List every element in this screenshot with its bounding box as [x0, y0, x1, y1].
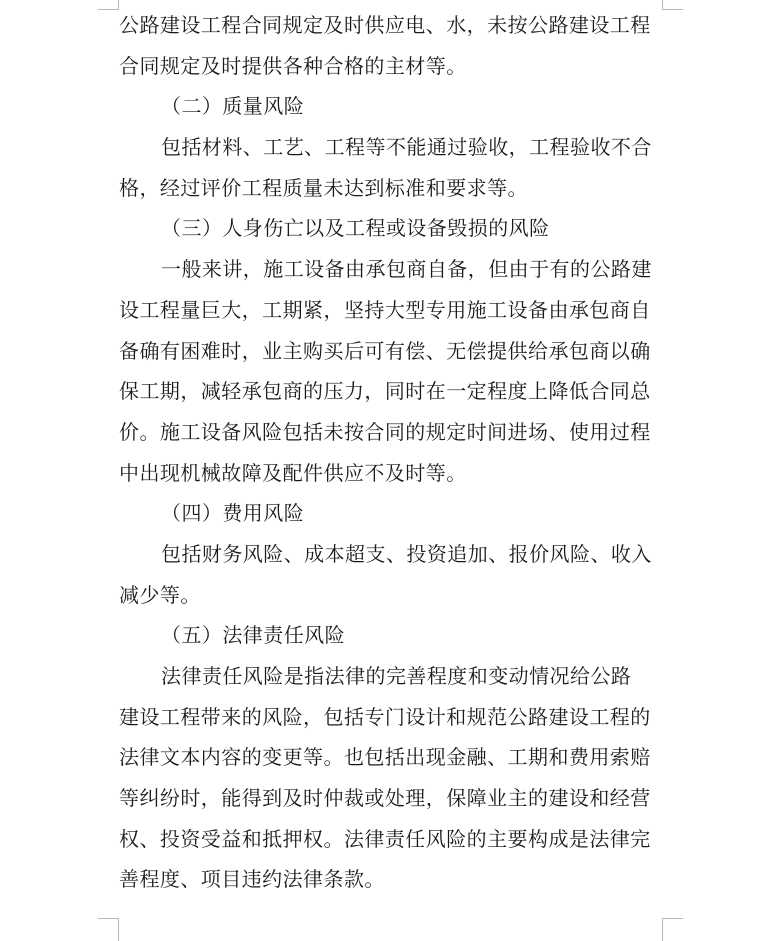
crop-mark-bottom-left-v: [118, 918, 119, 941]
crop-mark-bottom-left-h: [98, 918, 119, 919]
section-heading-quality-risk: （二）质量风险: [161, 94, 305, 119]
paragraph-line: 建设工程带来的风险，包括专门设计和规范公路建设工程的: [119, 704, 651, 729]
paragraph-line: 法律责任风险是指法律的完善程度和变动情况给公路: [161, 664, 632, 688]
paragraph-line: 减少等。: [119, 582, 201, 607]
document-body: [119, 5, 667, 900]
paragraph-line: 善程度、项目违约法律条款。: [119, 867, 385, 892]
section-heading-injury-damage-risk: （三）人身伤亡以及工程或设备毁损的风险: [161, 216, 550, 241]
crop-mark-bottom-right-v: [662, 918, 663, 941]
paragraph-line: 价。施工设备风险包括未按合同的规定时间进场、使用过程: [119, 419, 651, 444]
paragraph-line: 保工期，减轻承包商的压力，同时在一定程度上降低合同总: [119, 379, 651, 404]
paragraph-line: 法律文本内容的变更等。也包括出现金融、工期和费用索赔: [119, 745, 651, 770]
paragraph-line: 中出现机械故障及配件供应不及时等。: [119, 460, 467, 485]
paragraph-line: 备确有困难时，业主购买后可有偿、无偿提供给承包商以确: [119, 338, 651, 363]
paragraph-line: 公路建设工程合同规定及时供应电、水，未按公路建设工程: [119, 13, 651, 37]
paragraph-line: 一般来讲，施工设备由承包商自备，但由于有的公路建: [161, 257, 652, 282]
paragraph-line: 包括财务风险、成本超支、投资追加、报价风险、收入: [161, 541, 652, 566]
paragraph-line: 合同规定及时提供各种合格的主材等。: [119, 53, 467, 78]
paragraph-line: 格，经过评价工程质量未达到标准和要求等。: [119, 175, 528, 200]
paragraph-line: 包括材料、工艺、工程等不能通过验收，工程验收不合: [161, 135, 652, 160]
crop-mark-top-left-h: [98, 9, 119, 10]
section-heading-cost-risk: （四）费用风险: [161, 501, 305, 526]
paragraph-line: 等纠纷时，能得到及时仲裁或处理，保障业主的建设和经营: [119, 786, 651, 811]
crop-mark-bottom-right-h: [662, 918, 683, 919]
section-heading-legal-liability-risk: （五）法律责任风险: [161, 623, 346, 648]
paragraph-line: 设工程量巨大，工期紧，坚持大型专用施工设备由承包商自: [119, 297, 651, 322]
paragraph-line: 权、投资受益和抵押权。法律责任风险的主要构成是法律完: [119, 826, 651, 851]
